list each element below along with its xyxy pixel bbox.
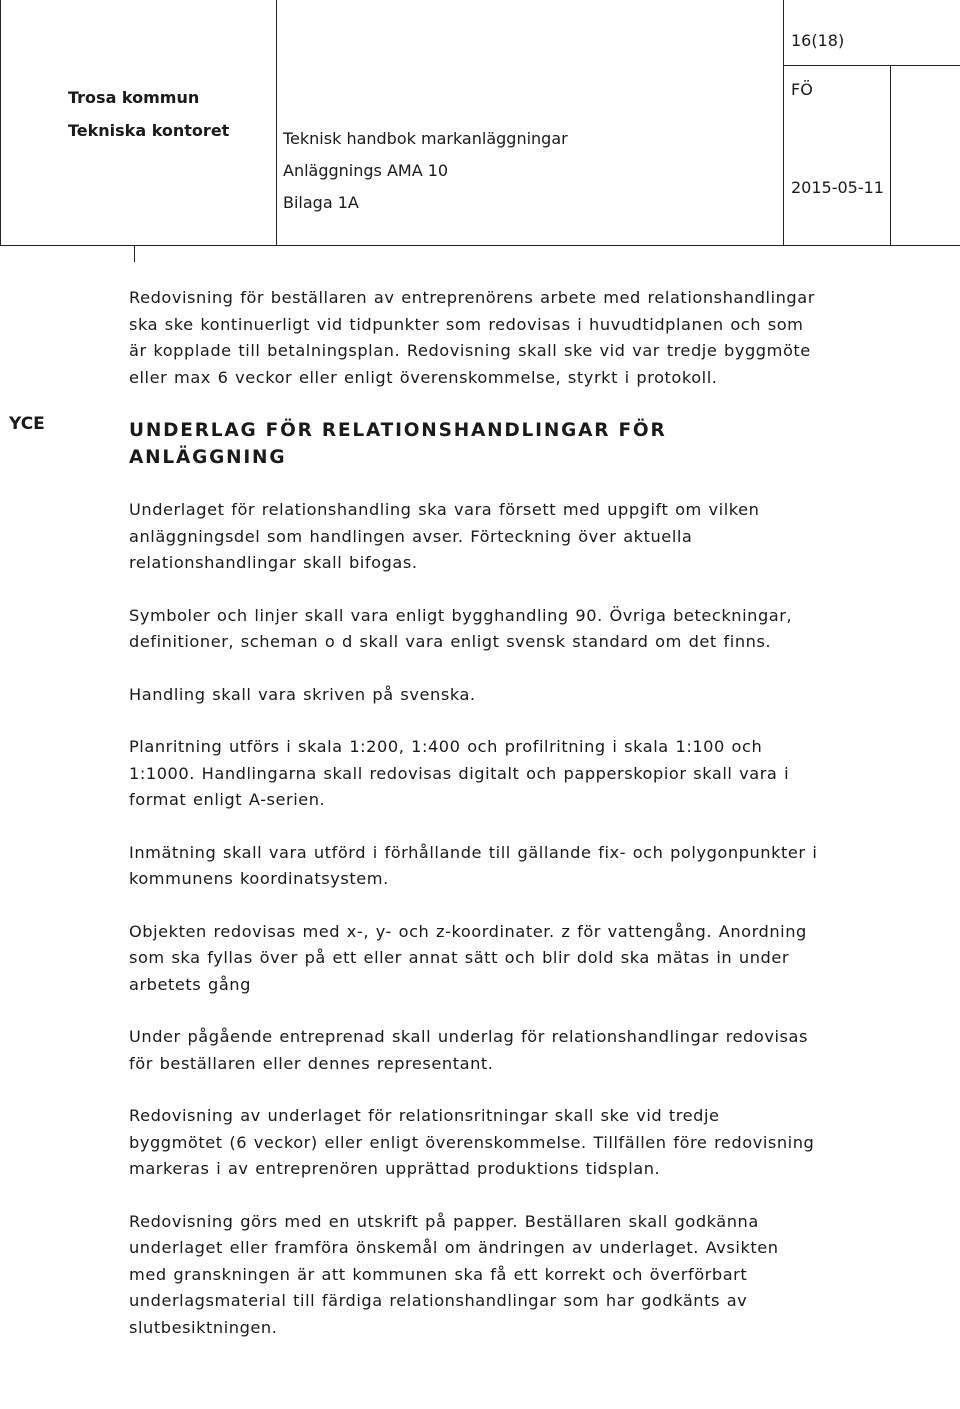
- doc-subtitle: Anläggnings AMA 10: [283, 161, 449, 180]
- text-line: ska ske kontinuerligt vid tidpunkter som redovisas i huvudtidplanen och som: [129, 314, 804, 334]
- margin-tick: [134, 245, 135, 262]
- header-divider-1: [276, 0, 277, 245]
- section-heading: [129, 418, 929, 471]
- document-body: [129, 285, 929, 1341]
- text-line: Redovisning görs med en utskrift på papper. Beställaren skall godkänna: [129, 1211, 759, 1231]
- text-line: arbetets gång: [129, 974, 251, 994]
- paragraph: [129, 497, 929, 577]
- text-line: som ska fyllas över på ett eller annat sätt och blir dold ska mätas in under: [129, 948, 790, 967]
- text-line: för beställaren eller dennes representant.: [129, 1053, 494, 1073]
- text-line: är kopplade till betalningsplan. Redovisning skall ske vid var tredje byggmöte: [129, 341, 811, 360]
- text-line: 1:1000. Handlingarna skall redovisas digitalt och papperskopior skall vara i: [129, 763, 790, 783]
- header-divider-3: [890, 65, 891, 245]
- text-line: Redovisning av underlaget för relationsritningar skall ske vid tredje: [129, 1106, 720, 1125]
- paragraph: [129, 682, 929, 709]
- text-line: Handling skall vara skriven på svenska.: [129, 684, 476, 704]
- header-divider-2: [783, 0, 784, 245]
- org-name: Trosa kommun: [68, 88, 200, 107]
- text-line: underlaget eller framföra önskemål om ändringen av underlaget. Avsikten: [129, 1238, 779, 1257]
- paragraph: [129, 840, 929, 893]
- doc-type: FÖ: [791, 80, 813, 99]
- dept-name: Tekniska kontoret: [68, 121, 230, 140]
- text-line: Symboler och linjer skall vara enligt bygghandling 90. Övriga beteckningar,: [129, 605, 793, 625]
- text-line: format enligt A-serien.: [129, 790, 326, 809]
- text-line: Underlaget för relationshandling ska vara försett med uppgift om vilken: [129, 500, 760, 519]
- text-line: Under pågående entreprenad skall underlag för relationshandlingar redovisas: [129, 1027, 808, 1046]
- paragraph: [129, 603, 929, 656]
- text-line: anläggningsdel som handlingen avser. Förteckning över aktuella: [129, 526, 693, 546]
- doc-annex: Bilaga 1A: [283, 193, 359, 212]
- doc-title: Teknisk handbok markanläggningar: [283, 129, 568, 148]
- text-line: slutbesiktningen.: [129, 1317, 278, 1337]
- paragraph: [129, 1024, 929, 1077]
- text-line: Planritning utförs i skala 1:200, 1:400 och profilritning i skala 1:100 och: [129, 737, 763, 756]
- header-top-rule: [783, 65, 960, 66]
- paragraph: [129, 1103, 929, 1183]
- header-left-border: [0, 0, 1, 245]
- header-bottom-rule: [0, 245, 960, 246]
- section-code: YCE: [9, 414, 45, 434]
- intro-paragraph: [129, 285, 929, 391]
- text-line: med granskningen är att kommunen ska få ett korrekt och överförbart: [129, 1264, 748, 1284]
- text-line: eller max 6 veckor eller enligt överenskommelse, styrkt i protokoll.: [129, 367, 718, 387]
- heading-line: ANLÄGGNING: [129, 446, 287, 468]
- paragraph: [129, 734, 929, 814]
- text-line: definitioner, scheman o d skall vara enligt svensk standard om det finns.: [129, 632, 772, 651]
- paragraph: [129, 1209, 929, 1342]
- text-line: underlagsmaterial till färdiga relationshandlingar som har godkänts av: [129, 1291, 748, 1310]
- text-line: Objekten redovisas med x-, y- och z-koordinater. z för vattengång. Anordning: [129, 921, 807, 941]
- text-line: relationshandlingar skall bifogas.: [129, 553, 418, 572]
- text-line: Redovisning för beställaren av entreprenörens arbete med relationshandlingar: [129, 288, 815, 307]
- document-header: [0, 0, 960, 245]
- paragraph: [129, 919, 929, 999]
- text-line: markeras i av entreprenören upprättad produktions tidsplan.: [129, 1159, 661, 1178]
- doc-date: 2015-05-11: [791, 178, 884, 197]
- heading-line: UNDERLAG FÖR RELATIONSHANDLINGAR FÖR: [129, 420, 667, 441]
- text-line: Inmätning skall vara utförd i förhållande till gällande fix- och polygonpunkter i: [129, 842, 818, 862]
- page-number: 16(18): [791, 31, 845, 50]
- text-line: byggmötet (6 veckor) eller enligt överenskommelse. Tillfällen före redovisning: [129, 1132, 815, 1152]
- text-line: kommunens koordinatsystem.: [129, 869, 389, 888]
